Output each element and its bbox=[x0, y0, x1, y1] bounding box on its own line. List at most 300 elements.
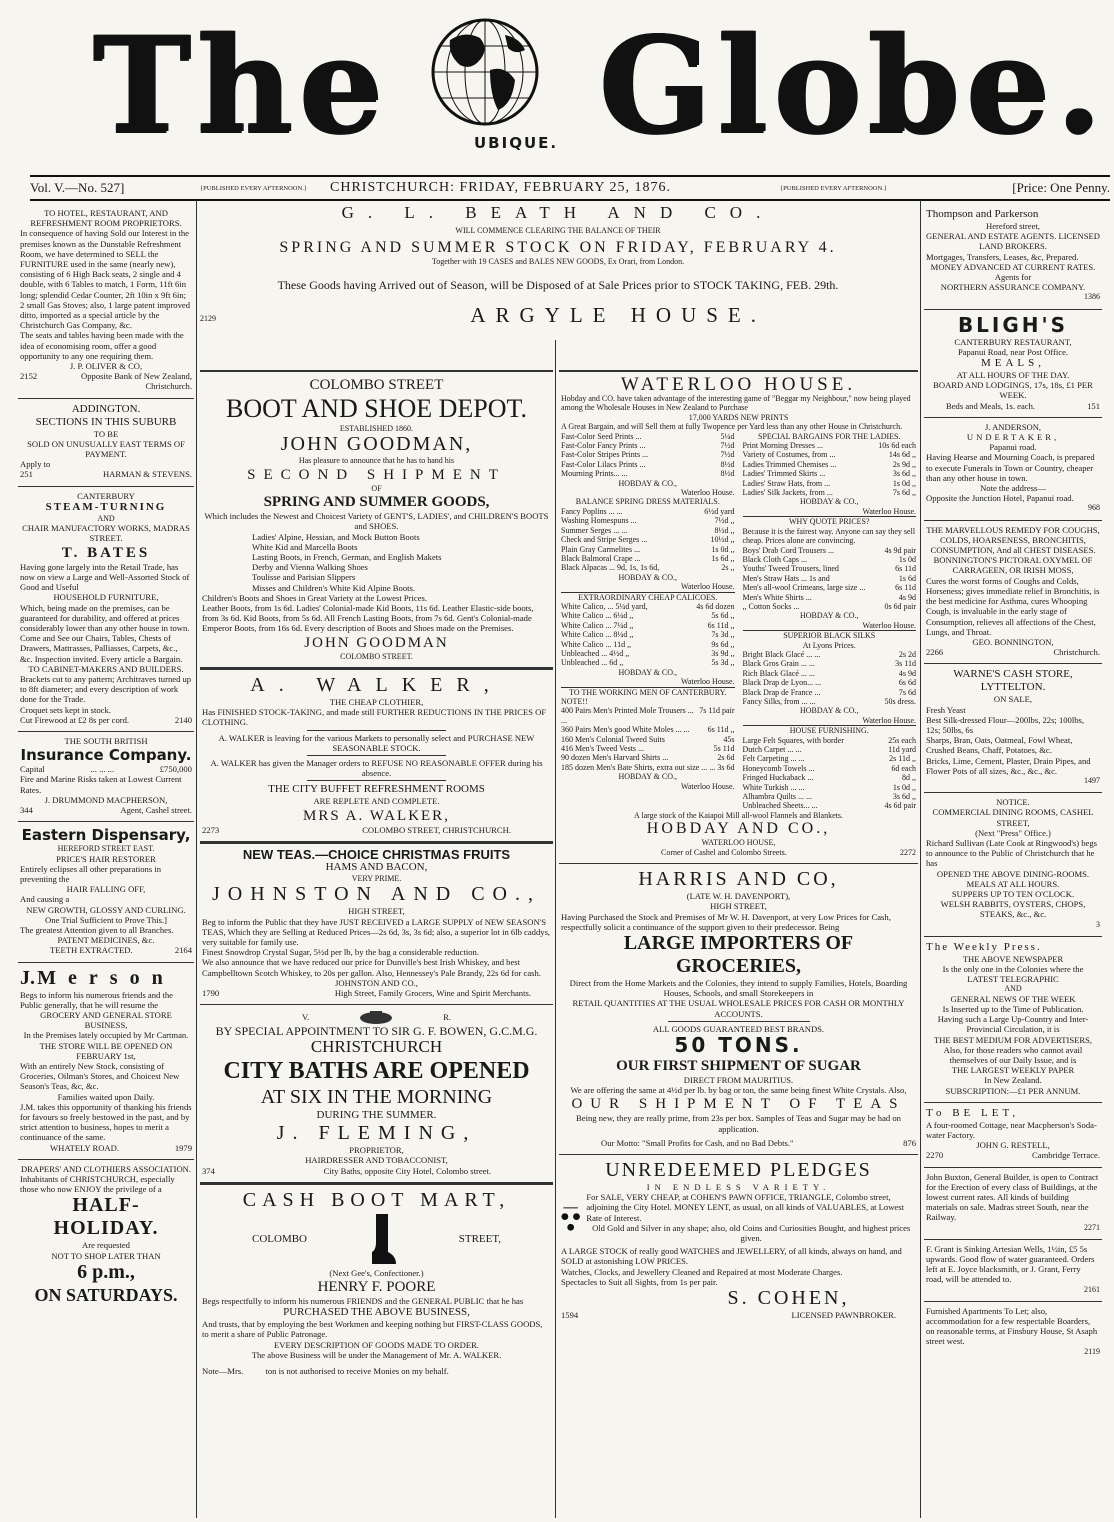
ad-heading: Thompson and Parkerson bbox=[926, 208, 1039, 220]
ad-text: BONNINGTON'S PICTORAL OXYMEL OF CARRAGEEN, OR IRISH MOSS, bbox=[933, 555, 1093, 576]
list-item: 360 Pairs Men's good White Moles ... ... 6s 11d ,, bbox=[561, 725, 735, 735]
list-item: Lasting Boots, in French, German, and English Makets bbox=[252, 552, 442, 563]
list-item: White Calico ... 6¼d ,, 5s 6d ,, bbox=[561, 611, 735, 621]
ad-body: Cut Firewood at £2 8s per cord. bbox=[20, 714, 130, 725]
ad-text: Corner of Cashel and Colombo Streets. bbox=[661, 847, 787, 857]
boot-icon bbox=[368, 1212, 398, 1268]
ad-heading: The Weekly Press. bbox=[926, 940, 1042, 953]
ad-text: BY SPECIAL APPOINTMENT TO SIR G. F. BOWEN, G.C.M.G. bbox=[215, 1024, 538, 1039]
ad-text: WILL COMMENCE CLEARING THE BALANCE OF THEIR bbox=[455, 226, 661, 235]
list-item: Black Drap de Lyon... ... 6s 6d bbox=[742, 678, 916, 688]
ad-heading: CITY BATHS ARE OPENED bbox=[223, 1058, 530, 1085]
ad-text: SUBSCRIPTION:—£1 PER ANNUM. bbox=[945, 1085, 1081, 1096]
ad-number: 2119 bbox=[1084, 1346, 1100, 1356]
globe-icon bbox=[420, 10, 550, 140]
ad-body: Cures the worst forms of Coughs and Colds, Horseness; gives immediate relief in Bronchitis, is the best medicine for Asthma, cures Whooping Cough, is invaluable in the early stage of Consumption, relieves all affections of the Chest, Lungs, and Throat. bbox=[926, 575, 1100, 637]
ad-text: A. WALKER has given the Manager orders to REFUSE NO REASONABLE OFFER during his absence. bbox=[210, 758, 543, 779]
ad-text: THE SOUTH BRITISH bbox=[64, 735, 148, 746]
dateline-bar bbox=[30, 175, 1110, 201]
harris-ad bbox=[559, 864, 918, 1155]
list-item: White Calico ... 11d ,, 9s 6d ,, bbox=[561, 639, 735, 649]
ad-text: 17,000 YARDS NEW PRINTS bbox=[688, 412, 789, 422]
dateline-text: CHRISTCHURCH: FRIDAY, FEBRUARY 25, 1876. bbox=[330, 180, 671, 195]
list-item: Ladies' Straw Hats, from ... 1s 0d ,, bbox=[742, 478, 916, 488]
ad-subheading: EXTRAORDINARY CHEAP CALICOES. bbox=[561, 592, 735, 602]
list-item: Felt Carpeting ... ... 2s 11d ,, bbox=[742, 754, 916, 764]
ad-body: Having Hearse and Mourning Coach, is prepared to execute Funerals in Town or Country, cheaper than any other house in town. bbox=[926, 452, 1095, 483]
ad-text: Note—Mrs. bbox=[202, 1365, 244, 1376]
ad-text: COLOMBO STREET. bbox=[340, 651, 413, 661]
list-item: White Turkish ... ... 1s 0d ,, bbox=[742, 782, 916, 792]
ad-signature: HARMAN & STEVENS. bbox=[102, 469, 192, 480]
ad-heading: To BE LET, bbox=[926, 1106, 1020, 1119]
ad-body: For SALE, VERY CHEAP, at COHEN'S PAWN OFFICE, TRIANGLE, Colombo street, adjoining the City Hotel. MONEY LENT, as usual, on all kinds of VALUABLES, at Lowest Rate of Interest. bbox=[586, 1192, 904, 1223]
ad-text: NORTHERN ASSURANCE COMPANY. bbox=[940, 282, 1086, 293]
ad-text: Waterloo House. bbox=[862, 715, 916, 725]
list-item: Men's Straw Hats ... 1s and 1s 6d bbox=[742, 573, 916, 583]
ad-body: Having Purchased the Stock and Premises of Mr W. H. Davenport, at very Low Prices for Cash, respectfully solicit a continuance of the support given to their predecessor. Being bbox=[561, 911, 891, 932]
hotel-furniture-ad bbox=[18, 204, 194, 399]
ad-text: And causing a bbox=[20, 894, 70, 905]
ad-text: Note the address— bbox=[980, 483, 1046, 494]
ad-text: Also, for those readers who cannot avail themselves of our Daily Issue, and is bbox=[943, 1044, 1083, 1066]
ad-text: GENERAL AND ESTATE AGENTS. LICENSED LAND BROKERS. bbox=[926, 231, 1100, 252]
list-item: White Calico ... 7¼d ,, 6s 11d ,, bbox=[561, 620, 735, 630]
ad-heading: HALF-HOLIDAY. bbox=[53, 1194, 159, 1240]
ad-text: DURING THE SUMMER. bbox=[316, 1109, 437, 1122]
ad-body: Spectacles to Suit all Sights, from 1s per pair. bbox=[561, 1276, 718, 1287]
ad-heading: CASH BOOT MART, bbox=[242, 1188, 511, 1211]
list-item: 160 Men's Colonial Tweed Suits 45s bbox=[561, 734, 735, 744]
ad-text: The greatest Attention given to all Branches. bbox=[20, 924, 174, 935]
insurance-ad bbox=[18, 732, 194, 822]
column-1 bbox=[18, 204, 194, 1520]
ad-text: ON SALE, bbox=[993, 694, 1033, 705]
ad-text: COMMERCIAL DINING ROOMS, CASHEL STREET, bbox=[932, 807, 1094, 828]
list-item: 416 Men's Tweed Vests ... 5s 11d bbox=[561, 744, 735, 754]
ad-heading: DRAPERS' AND CLOTHIERS ASSOCIATION. bbox=[20, 1163, 192, 1174]
ad-text: EVERY DESCRIPTION OF GOODS MADE TO ORDER. bbox=[274, 1339, 479, 1350]
ad-heading: T. BATES bbox=[61, 544, 151, 561]
ad-number: 2273 bbox=[202, 824, 220, 835]
ad-heading: ADDINGTON. bbox=[71, 402, 141, 415]
ad-number: 2129 bbox=[200, 314, 216, 324]
ad-text: City Baths, opposite City Hotel, Colombo street. bbox=[323, 1165, 491, 1176]
ad-subheading: TO CABINET-MAKERS AND BUILDERS. bbox=[28, 663, 184, 674]
ad-signature: HOBDAY & CO., bbox=[799, 497, 859, 507]
ad-heading: J. FLEMING, bbox=[276, 1122, 477, 1145]
ad-text: Opposite the Junction Hotel, Papanui road. bbox=[926, 493, 1074, 504]
ad-text: BOARD AND LODGINGS, 17s, 18s, £1 PER WEEK. bbox=[933, 380, 1093, 401]
ad-body: Croquet sets kept in stock. bbox=[20, 704, 111, 715]
list-item: Honeycomb Towels ... 6d each bbox=[742, 763, 916, 773]
ad-heading: BOOT AND SHOE DEPOT. bbox=[226, 394, 527, 423]
ad-signature: S. COHEN, bbox=[727, 1286, 850, 1309]
ad-body: The seats and tables having been made with the idea of economising room, offer a good opportunity to any one requiring them. bbox=[20, 330, 184, 361]
ad-text: In the Premises lately occupied by Mr Cartman. bbox=[23, 1030, 189, 1041]
ad-body: Finest Snowdrop Crystal Sugar, 5½d per lb, by the bag a considerable reduction. bbox=[202, 947, 479, 958]
ad-heading: G. L. BEATH AND CO. bbox=[341, 204, 775, 222]
ad-address: Opposite Bank of New Zealand, bbox=[81, 371, 192, 382]
ad-text: SUPPERS UP TO TEN O'CLOCK. bbox=[951, 888, 1075, 899]
ad-text: (Next Gee's, Confectioner.) bbox=[329, 1267, 424, 1278]
list-item: Unbleached ... 4½d ,, 3s 9d ,, bbox=[561, 648, 735, 658]
ad-subheading: SUPERIOR BLACK SILKS bbox=[743, 630, 917, 640]
ad-text: COLOMBO bbox=[252, 1233, 308, 1246]
ad-text: Cambridge Terrace. bbox=[1032, 1150, 1100, 1161]
list-item: Summer Serges ... ... 8½d ,, bbox=[561, 525, 735, 535]
list-item: White Calico, ... 5¼d yard, 4s 6d dozen bbox=[561, 601, 735, 611]
ad-heading: OUR FIRST SHIPMENT OF SUGAR bbox=[616, 1057, 861, 1074]
list-item: Rich Black Glacé ... ... 4s 9d bbox=[742, 668, 916, 678]
ad-body: Because it is the fairest way. Anyone can say they sell cheap. Prices alone are convincing. bbox=[742, 526, 916, 546]
ad-body: Furnished Apartments To Let; also, accommodation for a few respectable Boarders, on reasonable terms, at Finsbury House, St Asaph street west. bbox=[926, 1305, 1098, 1347]
ad-text: CHAIR MANUFACTORY WORKS, MADRAS STREET. bbox=[22, 523, 190, 544]
steam-turning-ad bbox=[18, 487, 194, 732]
published-note-left: {PUBLISHED EVERY AFTERNOON.} bbox=[200, 184, 307, 192]
ad-number: 876 bbox=[903, 1137, 916, 1148]
ad-number: 374 bbox=[202, 1165, 215, 1176]
blighs-ad bbox=[924, 310, 1102, 418]
ad-signature: HOBDAY AND CO., bbox=[646, 820, 831, 838]
ad-text: Agent, Cashel street. bbox=[120, 804, 192, 815]
ad-heading: NEW TEAS.—CHOICE CHRISTMAS FRUITS bbox=[242, 846, 511, 862]
warnes-ad bbox=[924, 664, 1102, 793]
ad-text: Waterloo House. bbox=[862, 620, 916, 630]
list-item: Men's White Shirts ... 4s 9d bbox=[742, 592, 916, 602]
ad-body: F. Grant is Sinking Artesian Wells, 1½in, £5 5s upwards. Good flow of water guaranteed. Orders left at E. Joyce blacksmith, or J. Grant, Ferry road, will be attended to. bbox=[926, 1243, 1095, 1285]
waterloo-house-ad bbox=[559, 370, 918, 864]
ad-text: VERY PRIME. bbox=[351, 873, 402, 883]
ad-text: Waterloo House. bbox=[680, 582, 735, 592]
ad-text: Best Silk-dressed Flour—200lbs, 22s; 100lbs, 12s; 50lbs, 6s bbox=[926, 714, 1085, 735]
apartments-ad bbox=[924, 1302, 1102, 1361]
buxton-ad bbox=[924, 1168, 1102, 1240]
list-item: Youths' Tweed Trousers, lined 6s 11d bbox=[742, 564, 916, 574]
ad-body: Fire and Marine Risks taken at Lowest Current Rates. bbox=[20, 774, 182, 795]
ad-body: Begs to inform his numerous friends and the Public generally, that he will resume the bbox=[20, 989, 173, 1010]
ad-subheading: HOUSEHOLD FURNITURE, bbox=[53, 592, 159, 603]
ad-text: HAIRDRESSER AND TOBACCONIST, bbox=[305, 1155, 448, 1166]
ad-number: 2271 bbox=[1084, 1222, 1100, 1232]
ad-heading: Eastern Dispensary, bbox=[21, 826, 191, 845]
ad-text: NEW GROWTH, GLOSSY AND CURLING. bbox=[26, 904, 186, 915]
ad-text: In New Zealand. bbox=[984, 1075, 1042, 1086]
ad-signature: GEO. BONNINGTON, bbox=[972, 636, 1054, 647]
city-baths-ad bbox=[200, 1005, 553, 1183]
ad-text: Beds and Meals, 1s. each. bbox=[946, 400, 1036, 411]
list-item: Fast-Color Seed Prints ... 5¼d bbox=[561, 431, 735, 441]
list-item: Unbleached ... 6d ,, 5s 3d ,, bbox=[561, 658, 735, 668]
thompson-ad bbox=[924, 204, 1102, 310]
ad-body: A Great Bargain, and will Sell them at fully Twopence per Yard less than any other House in Christchurch. bbox=[561, 422, 903, 432]
ad-text: Waterloo House. bbox=[680, 781, 735, 791]
ad-heading: LARGE IMPORTERS OF GROCERIES, bbox=[623, 931, 854, 977]
ad-body: Beg to inform the Public that they have JUST RECEIVED a LARGE SUPPLY of NEW SEASON'S TEAS, Which they are Selling at Reduced Prices—2s 6d, 3s, 3s 6d; also, a superior lot in 6lb caddys, very suitable for family use. bbox=[202, 916, 551, 947]
ad-number: 1386 bbox=[1084, 292, 1100, 302]
list-item: Men's all-wool Crimeans, large size ... 6s 11d bbox=[742, 583, 916, 593]
list-item: Ladies Trimmed Chemises ... 2s 9d ,, bbox=[742, 459, 916, 469]
ad-signature: HOBDAY & CO., bbox=[618, 478, 678, 488]
ad-number: 2266 bbox=[926, 647, 944, 658]
ad-text: Mortgages, Transfers, Leases, &c, Prepared. bbox=[926, 251, 1079, 262]
list-item: Mourning Prints... ... 8½d bbox=[561, 469, 735, 479]
ad-subheading: HOUSE FURNISHING. bbox=[743, 725, 917, 735]
ad-body: Hobday and CO. have taken advantage of the interesting game of "Beggar my Neighbour," now being played among the Wholesale Houses in New Zealand to Purchase bbox=[561, 394, 911, 413]
list-item: Large Felt Squares, with border 25s each bbox=[742, 735, 916, 745]
masthead-motto: UBIQUE. bbox=[474, 134, 559, 152]
ad-signature: HOBDAY & CO., bbox=[618, 772, 678, 782]
list-item: Fast-Color Stripes Prints ... 7½d bbox=[561, 450, 735, 460]
ad-heading: 50 TONS. bbox=[674, 1032, 803, 1057]
weekly-press-ad bbox=[924, 937, 1102, 1103]
grant-ad bbox=[924, 1240, 1102, 1302]
list-item: Derby and Vienna Walking Shoes bbox=[252, 562, 368, 573]
ad-text: (LATE W. H. DAVENPORT), bbox=[686, 891, 791, 902]
ad-city: Christchurch. bbox=[145, 381, 192, 392]
ad-text: THE LARGEST WEEKLY PAPER bbox=[951, 1065, 1075, 1076]
ad-text: HIGH STREET, bbox=[348, 906, 405, 917]
ad-text: HAMS AND BACON, bbox=[325, 860, 428, 873]
ad-text: Agents for bbox=[994, 272, 1032, 283]
ad-text: THE CHEAP CLOTHIER, bbox=[329, 697, 424, 708]
list-item: Ladies' Alpine, Hessian, and Mock Button Boots bbox=[252, 531, 420, 542]
ad-text: Apply to bbox=[20, 459, 51, 470]
ad-body: With an entirely New Stock, consisting of Groceries, Oilman's Stores, and Choicest New Season's Teas, &c, &c. bbox=[20, 1061, 180, 1092]
ad-text: TO BE bbox=[93, 428, 119, 439]
ad-text: LATEST TELEGRAPHIC bbox=[967, 974, 1059, 985]
ad-text: Bricks, Lime, Cement, Plaster, Drain Pipes, and Flower Pots of all sizes, &c., &c., &c. bbox=[926, 755, 1091, 776]
masthead bbox=[0, 0, 1114, 172]
ad-text: Children's Boots and Shoes in Great Variety at the Lowest Prices. bbox=[202, 592, 428, 603]
ad-signature: HOBDAY & CO., bbox=[799, 611, 859, 621]
ad-text: The above Business will be under the Management of Mr. A. WALKER. bbox=[251, 1349, 502, 1360]
ad-text: Which includes the Newest and Choicest Variety of GENT'S, LADIES', and CHILDREN'S BOOTS and SHOES. bbox=[204, 511, 549, 532]
ad-signature: JOHN GOODMAN bbox=[304, 634, 449, 651]
ad-text: A large stock of the Kaiapoi Mill all-wool Flannels and Blankets. bbox=[634, 810, 843, 820]
ad-signature: JOHN G. RESTELL, bbox=[976, 1140, 1050, 1151]
ad-text: Direct from the Home Markets and the Colonies, they intend to supply Families, Hotels, Boarding Houses, Schools, and small Storekeepers in bbox=[569, 977, 908, 999]
list-item: Fringed Huckaback ... 8d ,, bbox=[742, 773, 916, 783]
ad-heading: JOHNSTON AND CO., bbox=[212, 883, 541, 906]
ad-subheading: SECTIONS IN THIS SUBURB bbox=[35, 415, 177, 428]
ad-text: LICENSED PAWNBROKER. bbox=[791, 1309, 896, 1320]
ad-text: ARE REPLETE AND COMPLETE. bbox=[313, 796, 440, 807]
list-item: Black Gros Grain ... ... 3s 11d bbox=[742, 659, 916, 669]
dining-rooms-ad bbox=[924, 793, 1102, 937]
johnston-ad bbox=[200, 842, 553, 1005]
ad-heading: UNREDEEMED PLEDGES bbox=[605, 1158, 872, 1181]
ad-text: Old Gold and Silver in any shape; also, old Coins and Curiosities Bought, and highest prices given. bbox=[592, 1222, 911, 1243]
ad-signature: J. P. OLIVER & CO, bbox=[69, 361, 143, 372]
ad-text: R. bbox=[443, 1012, 451, 1023]
list-item: Dutch Carpet ... ... 11d yard bbox=[742, 745, 916, 755]
ad-body: We also announce that we have reduced our price for Dunville's best Irish Whiskey, and best Campbelltown Scotch Whiskey, to 20s per gallon. Also, Hennessey's Pale Brandy, 22s 6d for cash. bbox=[202, 957, 541, 978]
ad-number: 1497 bbox=[1084, 775, 1100, 785]
ad-text: PATENT MEDICINES, &c. bbox=[57, 935, 155, 946]
list-item: Variety of Costumes, from ... 14s 6d ,, bbox=[742, 450, 916, 460]
ad-heading: SPRING AND SUMMER GOODS, bbox=[263, 494, 490, 511]
ad-body: In consequence of having Sold our Interest in the premises known as the Dunstable Refreshment Room, we have determined to SELL the FURNITURE used in the same (nearly new), consisting of 6 High Back seats, 2 single and 4 double, with 6 Tables to match, 1 Form, 11ft 6in long; splendid Cedar Counter, 2ft 10in x 9ft 6in; 2 small Gas Stoves; also, 1 large patent improved ditto, imported as a special article by the Christchurch Gas Company, &c. bbox=[20, 228, 191, 331]
ad-text: Has pleasure to announce that he has to hand his bbox=[298, 456, 455, 466]
ad-heading: BLIGH'S bbox=[957, 312, 1069, 337]
ad-initial: J. bbox=[20, 966, 35, 989]
ad-heading: NOTICE. bbox=[996, 797, 1030, 808]
ad-text: These Goods having Arrived out of Season, will be Disposed of at Sale Prices prior to STOCK TAKING, FEB. 29th. bbox=[277, 277, 839, 292]
ad-text: MEALS AT ALL HOURS. bbox=[966, 878, 1060, 889]
masthead-title-right: Globe. bbox=[598, 8, 1108, 163]
ad-subheading: PRICE'S HAIR RESTORER bbox=[56, 853, 156, 864]
ad-text: Is the only one in the Colonies where the bbox=[942, 963, 1084, 974]
ad-signature: HOBDAY & CO., bbox=[618, 667, 678, 677]
ad-text: Fresh Yeast bbox=[926, 704, 966, 715]
addington-ad bbox=[18, 399, 194, 487]
ad-signature: JOHNSTON AND CO., bbox=[335, 977, 418, 988]
ad-heading: ARGYLE HOUSE. bbox=[470, 302, 766, 327]
ad-text: PURCHASED THE ABOVE BUSINESS, bbox=[283, 1306, 470, 1319]
list-item: Washing Homespuns ... 7½d ,, bbox=[561, 516, 735, 526]
list-item: Alhambra Quilts ... ... 3s 6d ,, bbox=[742, 792, 916, 802]
ad-number: 2152 bbox=[20, 371, 38, 382]
bonnington-ad bbox=[924, 521, 1102, 665]
eastern-dispensary-ad bbox=[18, 822, 194, 962]
ad-heading: COLOMBO STREET bbox=[309, 377, 444, 393]
ad-heading: 6 p.m., bbox=[77, 1260, 135, 1283]
ad-text: HAIR FALLING OFF, bbox=[66, 884, 146, 895]
ad-heading: JOHN GOODMAN, bbox=[280, 433, 473, 456]
ad-number: 1790 bbox=[202, 987, 220, 998]
cash-boot-mart-ad bbox=[200, 1183, 553, 1380]
ad-body: Watches, Clocks, and Jewellery Cleaned and Repaired at most Moderate Charges. bbox=[561, 1266, 843, 1277]
ad-body: And trusts, that by employing the best Workmen and keeping nothing but FIRST-CLASS GOODS, to merit a share of Public Patronage. bbox=[202, 1319, 543, 1340]
ad-body: J.M. takes this opportunity of thanking his friends for favours so freely bestowed in the past, and by strict attention to business, hopes to merit a continuance of the same. bbox=[20, 1101, 192, 1143]
ad-heading: OUR SHIPMENT OF TEAS bbox=[571, 1096, 906, 1113]
ad-number: 968 bbox=[1088, 503, 1100, 513]
ad-number: 2272 bbox=[900, 847, 916, 857]
ad-heading: TO HOTEL, RESTAURANT, AND REFRESHMENT ROOM PROPRIETORS. bbox=[30, 208, 182, 229]
ad-heading: WARNE'S CASH STORE, LYTTELTON. bbox=[953, 668, 1073, 694]
ad-text: TEETH EXTRACTED. bbox=[50, 945, 133, 956]
ad-text: We are offering the same at 4½d per lb. by bag or ton, the same being finest White Crystals. Also, bbox=[570, 1085, 907, 1096]
ad-number: 151 bbox=[1087, 400, 1100, 411]
list-item: ,, Cotton Socks ... 0s 6d pair bbox=[742, 601, 916, 611]
list-item: Plain Gray Carmelites ... 1s 0d ,, bbox=[561, 544, 735, 554]
ad-text: THE BEST MEDIUM FOR ADVERTISERS, bbox=[933, 1034, 1093, 1045]
ad-body: Leather Boots, from 1s 6d. Ladies' Colonial-made Kid Boots, 11s 6d. Leather Elastic-side boots, from 3s 6d. Kid Boots, from 5s 6d. All French Lasting Boots, from 7s 6d. Gent's Colonial-made Emperor Boots, from 16s 6d. Every description of Boots and Shoes made on the Premises. bbox=[202, 603, 534, 634]
column-2 bbox=[200, 370, 553, 1520]
ad-heading: CHRISTCHURCH bbox=[310, 1037, 443, 1057]
ad-text: WATERLOO HOUSE, bbox=[701, 838, 776, 848]
ad-text: Our Motto: "Small Profits for Cash, and no Bad Debts." bbox=[601, 1137, 794, 1148]
ad-text: HIGH STREET, bbox=[710, 901, 767, 912]
anderson-ad bbox=[924, 418, 1102, 521]
list-item: Black Cloth Caps ... 1s 0d bbox=[742, 554, 916, 564]
ad-text: Waterloo House. bbox=[862, 506, 916, 516]
ad-label: Capital bbox=[20, 764, 45, 775]
to-let-ad bbox=[924, 1103, 1102, 1168]
ad-text: Waterloo House. bbox=[680, 488, 735, 498]
ad-signature: J. DRUMMOND MACPHERSON, bbox=[44, 794, 168, 805]
published-note-right: {PUBLISHED EVERY AFTERNOON.} bbox=[780, 184, 887, 192]
list-item: White Calico ... 8¼d ,, 7s 3d ,, bbox=[561, 630, 735, 640]
list-item: Fancy Poplins ... ... 6½d yard bbox=[561, 506, 735, 516]
ad-number: 2140 bbox=[174, 714, 192, 725]
ad-text: Papanui road. bbox=[989, 442, 1037, 453]
ad-text: (Next "Press" Office.) bbox=[975, 827, 1051, 838]
ad-body: Brackets cut to any pattern; Architraves turned up to 8ft diameter; and every description of work done for the Trade. bbox=[20, 673, 192, 705]
ad-text: AND bbox=[97, 513, 115, 523]
ad-subheading: THE CITY BUFFET REFRESHMENT ROOMS bbox=[268, 783, 485, 796]
list-item: Fast-Color Lilacs Prints ... 8½d bbox=[561, 459, 735, 469]
merson-ad bbox=[18, 963, 194, 1160]
ad-text: WHATELY ROAD. bbox=[50, 1142, 119, 1153]
list-item: Unbleached Sheets... ... 4s 6d pair bbox=[742, 801, 916, 811]
cohen-ad bbox=[559, 1155, 918, 1324]
list-item: 185 dozen Men's Bate Shirts, extra out size ... ... 3s 6d bbox=[561, 762, 735, 772]
ad-subheading: WHY QUOTE PRICES? bbox=[743, 516, 917, 526]
ad-text: ALL GOODS GUARANTEED BEST BRANDS. bbox=[652, 1023, 825, 1034]
ad-text: OPENED THE ABOVE DINING-ROOMS. bbox=[936, 868, 1090, 879]
ad-text: J. ANDERSON, bbox=[984, 421, 1042, 432]
ad-text: IN ENDLESS VARIETY. bbox=[646, 1181, 831, 1192]
ad-text: Is Inserted up to the Time of Publication. bbox=[942, 1004, 1084, 1014]
ad-number: 2270 bbox=[926, 1150, 944, 1161]
ad-text: At Lyons Prices. bbox=[802, 640, 856, 650]
ad-text: AT ALL HOURS OF THE DAY. bbox=[956, 370, 1070, 381]
ad-heading: WATERLOO HOUSE. bbox=[620, 374, 857, 395]
list-item: Check and Stripe Serges ... 10½d ,, bbox=[561, 535, 735, 545]
ad-heading: HARRIS AND CO, bbox=[638, 868, 839, 891]
ad-text: Together with 19 CASES and BALES NEW GOODS, Ex Orari, from London. bbox=[431, 257, 685, 267]
ad-text: STREET, bbox=[458, 1233, 501, 1246]
list-item: Bright Black Glacé ... ... 2s 2d bbox=[742, 649, 916, 659]
ad-text: WELSH RABBITS, OYSTERS, CHOPS, STEAKS, &c., &c. bbox=[940, 899, 1086, 920]
ad-signature: HOBDAY & CO., bbox=[799, 706, 859, 716]
ad-text: High Street, Family Grocers, Wine and Spirit Merchants. bbox=[334, 987, 531, 998]
ad-leader: ... ... ... bbox=[90, 764, 115, 775]
ad-text: MEALS, bbox=[980, 357, 1046, 370]
ad-text: A. WALKER is leaving for the various Markets to personally select and PURCHASE NEW SEASONABLE STOCK. bbox=[218, 732, 535, 753]
list-item: Fast-Color Fancy Prints ... 7½d bbox=[561, 441, 735, 451]
ad-text: RETAIL QUANTITIES AT THE USUAL WHOLESALE PRICES FOR CASH OR MONTHLY ACCOUNTS. bbox=[572, 998, 905, 1019]
ad-signature: HOBDAY & CO., bbox=[618, 572, 678, 582]
ad-text: V. bbox=[302, 1012, 310, 1023]
ad-body: Come and See our Chairs, Tables, Chests of Drawers, Mattrasses, Palliasses, Carpets, &c., &c. Inspection invited. Every article a Bargain. bbox=[20, 633, 183, 664]
ad-text: SOLD ON UNUSUALLY EAST TERMS OF PAYMENT. bbox=[27, 438, 185, 460]
list-item: Print Morning Dresses ... 10s 6d each bbox=[742, 441, 916, 451]
ad-value: £750,000 bbox=[159, 764, 192, 775]
ad-body: Having gone largely into the Retail Trade, has now on view a Large and Well-Assorted Stock of Good and Useful bbox=[20, 561, 190, 593]
ad-text: NOTE!! bbox=[561, 697, 588, 706]
ad-heading: SPRING AND SUMMER STOCK ON FRIDAY, FEBRUARY 4. bbox=[279, 239, 837, 257]
ad-text: PROPRIETOR, bbox=[349, 1145, 404, 1156]
ad-heading: UNDERTAKER, bbox=[966, 432, 1060, 443]
ad-text: Families waited upon Daily. bbox=[57, 1091, 155, 1102]
goodman-ad bbox=[200, 370, 553, 668]
ad-heading: ON SATURDAYS. bbox=[34, 1284, 178, 1305]
ad-text: Christchurch. bbox=[1053, 647, 1100, 658]
list-item: 400 Pairs Men's Printed Mole Trousers ... ... 7s 11d pair bbox=[561, 706, 735, 725]
price-label: [Price: One Penny. bbox=[1012, 180, 1110, 195]
ad-number: 2161 bbox=[1084, 1284, 1100, 1294]
beath-banner-ad bbox=[200, 204, 916, 364]
ad-number: 3 bbox=[1096, 919, 1100, 929]
ad-body: A LARGE STOCK of really good WATCHES and JEWELLERY, of all kinds, always on hand, and SOLD at astonishing LOW PRICES. bbox=[561, 1246, 902, 1267]
list-item: Toulisse and Parisian Slippers bbox=[252, 572, 356, 583]
ad-text: One Trial Sufficient to Prove This.] bbox=[45, 914, 167, 925]
list-item: 90 dozen Men's Harvard Shirts ... 2s 6d bbox=[561, 753, 735, 763]
list-item: Boys' Drab Cord Trousers ... 4s 9d pair bbox=[742, 545, 916, 555]
